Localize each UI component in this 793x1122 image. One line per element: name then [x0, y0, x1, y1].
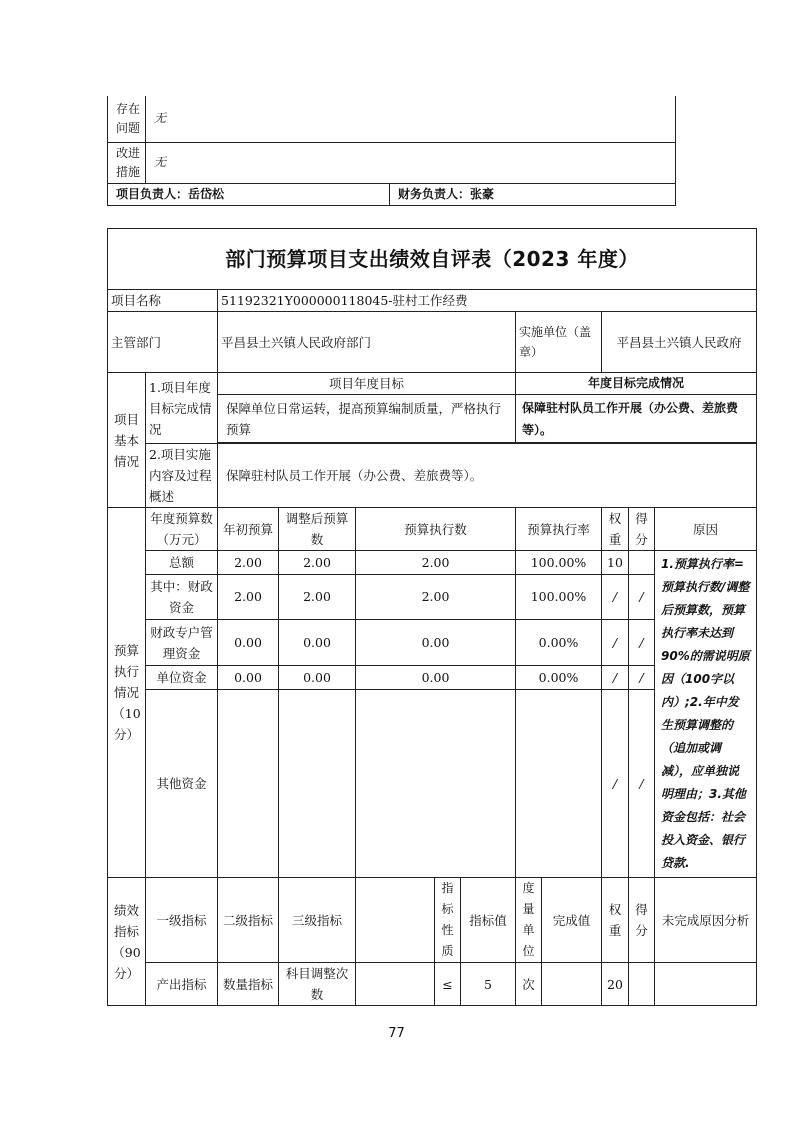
- basic-info-label: 项目基本情况: [108, 373, 146, 508]
- budget-header-adjusted: 调整后预算数: [279, 508, 356, 551]
- row-executed: 2.00: [356, 574, 516, 620]
- row-score: /: [629, 620, 655, 666]
- perf-nature: ≤: [435, 963, 461, 1006]
- row-adjusted: [279, 689, 356, 877]
- goal-label: 1.项目年度目标完成情况: [146, 373, 218, 444]
- perf-done: [542, 963, 602, 1006]
- row-name: 其中：财政资金: [146, 574, 218, 620]
- perf-level3-spacer: [356, 963, 435, 1006]
- budget-header-reason: 原因: [655, 508, 757, 551]
- perf-unit: 次: [516, 963, 542, 1006]
- perf-header-level3: 三级指标: [279, 878, 356, 963]
- perf-header-unit: 度量单位: [516, 878, 542, 963]
- dept-value: 平昌县土兴镇人民政府部门: [218, 312, 516, 373]
- row-weight: /: [602, 620, 629, 666]
- table-row: [108, 963, 757, 1006]
- finance-leader: 财务负责人：张豪: [390, 183, 676, 205]
- perf-reason: [655, 963, 757, 1006]
- annual-done-header: 年度目标完成情况: [516, 373, 757, 395]
- row-executed: 0.00: [356, 666, 516, 690]
- row-adjusted: 2.00: [279, 574, 356, 620]
- self-evaluation-form: [107, 228, 757, 1006]
- budget-header-score: 得分: [629, 508, 655, 551]
- row-executed: [356, 689, 516, 877]
- row-score: /: [629, 574, 655, 620]
- perf-header-nature: 指标性质: [435, 878, 461, 963]
- row-score: /: [629, 666, 655, 690]
- row-rate: 0.00%: [516, 666, 602, 690]
- row-rate: 100.00%: [516, 551, 602, 575]
- perf-level1: 产出指标: [146, 963, 218, 1006]
- project-name-value: 51192321Y000000118045-驻村工作经费: [218, 290, 757, 312]
- row-executed: 0.00: [356, 620, 516, 666]
- perf-header-level2: 二级指标: [218, 878, 279, 963]
- row-rate: 0.00%: [516, 620, 602, 666]
- perf-header-reason: 未完成原因分析: [655, 878, 757, 963]
- row-name: 总额: [146, 551, 218, 575]
- budget-header-item: 年度预算数（万元）: [146, 508, 218, 551]
- perf-level2: 数量指标: [218, 963, 279, 1006]
- row-rate: 100.00%: [516, 574, 602, 620]
- budget-header-executed: 预算执行数: [356, 508, 516, 551]
- problems-label: 存在问题: [108, 96, 146, 142]
- row-weight: 10: [602, 551, 629, 575]
- perf-weight: 20: [602, 963, 629, 1006]
- row-name: 财政专户管理资金: [146, 620, 218, 666]
- perf-header-level1: 一级指标: [146, 878, 218, 963]
- row-executed: 2.00: [356, 551, 516, 575]
- budget-header-rate: 预算执行率: [516, 508, 602, 551]
- budget-header-initial: 年初预算: [218, 508, 279, 551]
- improve-value: 无: [146, 142, 676, 183]
- row-name: 其他资金: [146, 689, 218, 877]
- row-initial: 0.00: [218, 666, 279, 690]
- impl-label: 2.项目实施内容及过程概述: [146, 444, 218, 508]
- perf-header-level3-spacer: [356, 878, 435, 963]
- perf-value: 5: [461, 963, 516, 1006]
- perf-header-done: 完成值: [542, 878, 602, 963]
- row-weight: /: [602, 666, 629, 690]
- impl-text: 保障驻村队员工作开展（办公费、差旅费等）。: [218, 444, 757, 508]
- annual-done-text: 保障驻村队员工作开展（办公费、差旅费等）。: [516, 395, 757, 443]
- annual-goal-header: 项目年度目标: [218, 373, 516, 395]
- table-row: [108, 551, 757, 575]
- row-name: 单位资金: [146, 666, 218, 690]
- problems-value: 无: [146, 96, 676, 142]
- row-adjusted: 0.00: [279, 666, 356, 690]
- project-name-label: 项目名称: [108, 290, 218, 312]
- row-initial: 2.00: [218, 551, 279, 575]
- perf-level3: 科目调整次数: [279, 963, 356, 1006]
- budget-reason-note: 1.预算执行率=预算执行数/调整后预算数，预算执行率未达到90%的需说明原因（100字以内）;2.年中发生预算调整的（追加或调减），应单独说明理由；3.其他资金包括：社会投入资金、银行贷款.: [655, 551, 757, 878]
- perf-section-label: 绩效指标（90分）: [108, 878, 146, 1006]
- perf-score: [629, 963, 655, 1006]
- row-weight: /: [602, 689, 629, 877]
- page-number: 77: [388, 1026, 405, 1041]
- row-score: [629, 551, 655, 575]
- row-initial: 0.00: [218, 620, 279, 666]
- row-initial: 2.00: [218, 574, 279, 620]
- row-initial: [218, 689, 279, 877]
- perf-header-score: 得分: [629, 878, 655, 963]
- row-score: /: [629, 689, 655, 877]
- perf-header-weight: 权重: [602, 878, 629, 963]
- dept-label: 主管部门: [108, 312, 218, 373]
- row-adjusted: 2.00: [279, 551, 356, 575]
- perf-header-value: 指标值: [461, 878, 516, 963]
- row-adjusted: 0.00: [279, 620, 356, 666]
- form-title: 部门预算项目支出绩效自评表（2023 年度）: [108, 229, 757, 290]
- project-leader: 项目负责人：岳岱松: [108, 183, 390, 205]
- row-rate: [516, 689, 602, 877]
- previous-form-tail: [107, 96, 676, 206]
- row-weight: /: [602, 574, 629, 620]
- annual-goal-text: 保障单位日常运转，提高预算编制质量，严格执行预算: [218, 395, 516, 443]
- impl-unit-label: 实施单位（盖章）: [516, 312, 602, 373]
- impl-unit-value: 平昌县土兴镇人民政府: [602, 312, 757, 373]
- improve-label: 改进措施: [108, 142, 146, 183]
- budget-section-label: 预算执行情况（10分）: [108, 508, 146, 878]
- budget-header-weight: 权重: [602, 508, 629, 551]
